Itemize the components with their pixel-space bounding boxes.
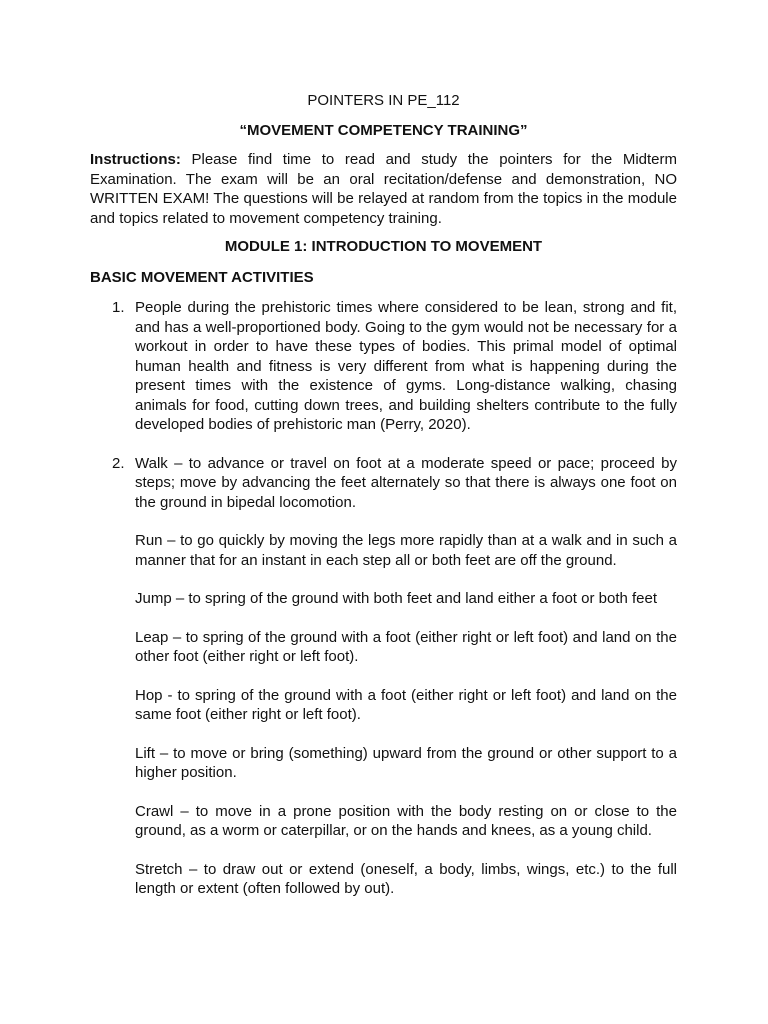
instructions-label: Instructions: xyxy=(90,151,181,168)
pointers-list xyxy=(90,298,677,899)
list-item-number: 2. xyxy=(112,454,125,472)
list-item-text: People during the prehistoric times where considered to be lean, strong and fit, and has a well-proportioned body. Going to the gym would not be necessary for a workout in order to have these types of bodies. This primal model of optimal human health and fitness is very different from what is happening during the present times with the existence of gyms. Long-distance walking, chasing animals for food, cutting down trees, and building shelters contribute to the fully developed bodies of prehistoric man (Perry, 2020). xyxy=(135,299,677,433)
instructions-paragraph xyxy=(90,150,677,228)
definition-lift: Lift – to move or bring (something) upward from the ground or other support to a higher position. xyxy=(135,744,677,781)
definition-run: Run – to go quickly by moving the legs more rapidly than at a walk and in such a manner that for an instant in each step all or both feet are off the ground. xyxy=(135,532,677,569)
definition-crawl: Crawl – to move in a prone position with the body resting on or close to the ground, as a worm or caterpillar, or on the hands and knees, as a young child. xyxy=(135,802,677,839)
list-item-number: 1. xyxy=(112,299,125,316)
document-title: POINTERS IN PE_112 xyxy=(307,92,460,109)
definition-jump: Jump – to spring of the ground with both feet and land either a foot or both feet xyxy=(135,590,658,607)
section-heading: BASIC MOVEMENT ACTIVITIES xyxy=(90,268,314,286)
module-heading: MODULE 1: INTRODUCTION TO MOVEMENT xyxy=(224,238,543,255)
definition-walk: Walk – to advance or travel on foot at a moderate speed or pace; proceed by steps; move by advancing the feet alternately so that there is always one foot on the ground in bipedal locomotion. xyxy=(135,454,677,511)
definition-leap: Leap – to spring of the ground with a foot (either right or left foot) and land on the other foot (either right or left foot). xyxy=(135,628,677,665)
document-subtitle: “MOVEMENT COMPETENCY TRAINING” xyxy=(239,121,528,139)
list-item xyxy=(90,454,677,899)
instructions-text: Please find time to read and study the pointers for the Midterm Examination. The exam will be an oral recitation/defense and demonstration, NO WRITTEN EXAM! The questions will be relayed at random from the topics in the module and topics related to movement competency training. xyxy=(90,151,677,227)
definition-stretch: Stretch – to draw out or extend (oneself, a body, limbs, wings, etc.) to the full length or extent (often followed by out). xyxy=(135,860,677,897)
definition-hop: Hop - to spring of the ground with a foot (either right or left foot) and land on the same foot (either right or left foot). xyxy=(135,686,677,723)
list-item xyxy=(90,298,677,435)
document-page xyxy=(90,91,677,899)
